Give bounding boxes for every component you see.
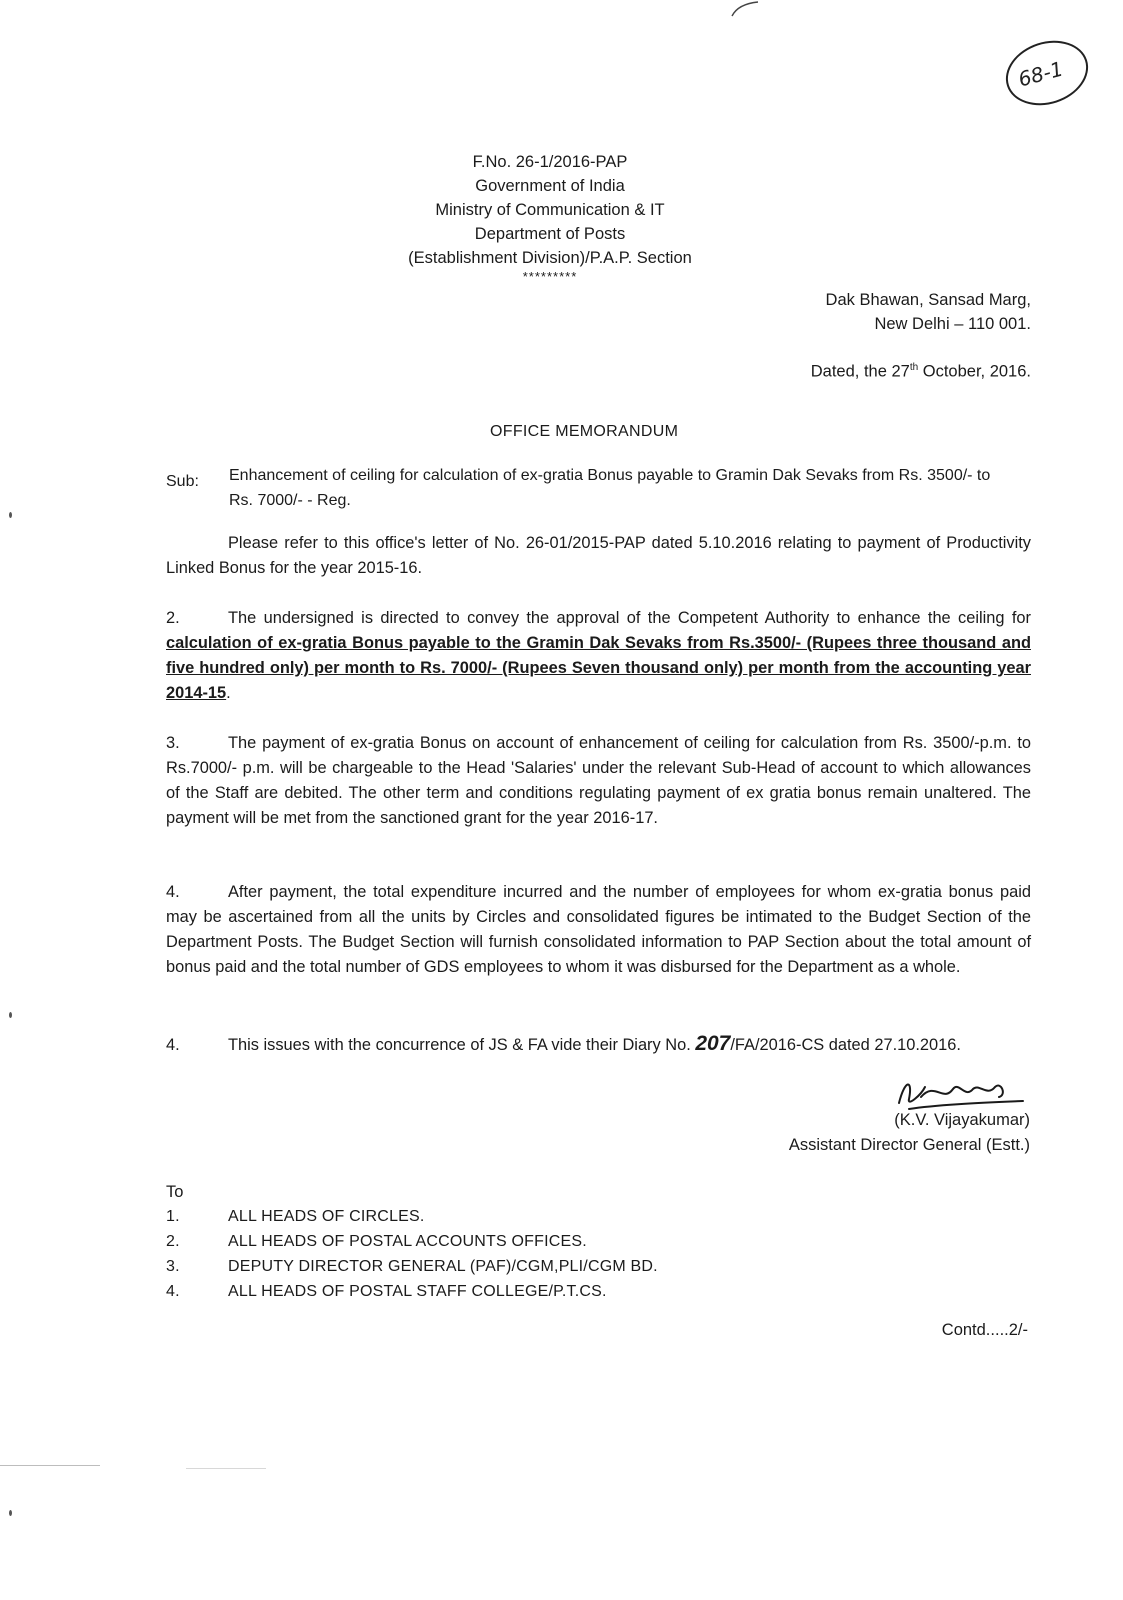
header-separator: ********* xyxy=(522,269,578,284)
letter-header xyxy=(300,150,800,284)
ministry-line: Ministry of Communication & IT xyxy=(435,201,665,219)
paragraph-number: 3. xyxy=(166,734,180,752)
department-line: Department of Posts xyxy=(474,225,626,243)
letter-date: Dated, the 27th October, 2016. xyxy=(810,362,1031,381)
scan-artifact-line xyxy=(186,1468,266,1469)
address-line-2: New Delhi – 110 001. xyxy=(874,315,1031,333)
recipient-item: 3. DEPUTY DIRECTOR GENERAL (PAF)/CGM,PLI/CGM BD. xyxy=(166,1258,658,1275)
paragraph-1: Please refer to this office's letter of No. 26-01/2015-PAP dated 5.10.2016 relating to payment of Productivity Linked Bonus for the year 2015-16. xyxy=(166,534,1031,577)
subject-text: Enhancement of ceiling for calculation of ex-gratia Bonus payable to Gramin Dak Sevaks from Rs. 3500/- to Rs. 7000/- - Reg. xyxy=(229,467,991,509)
signature-scribble xyxy=(895,1073,1025,1113)
file-number: F.No. 26-1/2016-PAP xyxy=(472,153,628,171)
paragraph-number: 4. xyxy=(166,1036,180,1054)
paragraph-number: 4. xyxy=(166,883,180,901)
government-line: Government of India xyxy=(475,177,625,195)
paragraph-5: 4. This issues with the concurrence of JS & FA vide their Diary No. 207/FA/2016-CS dated 27.10.2016. xyxy=(166,1031,1031,1058)
document-title: OFFICE MEMORANDUM xyxy=(490,423,679,440)
pen-stroke-mark xyxy=(730,0,770,20)
continued-marker: Contd.....2/- xyxy=(941,1321,1028,1339)
scan-speck xyxy=(9,1012,12,1018)
subject-label: Sub: xyxy=(166,473,199,490)
paragraph-4: 4. After payment, the total expenditure incurred and the number of employees for whom ex-gratia bonus paid may be ascertained from all the units by Circles and consolidated figures be intimated to the Budget Section of the Department Posts. The Budget Section will furnish consolidated information to PAP Section about the total amount of bonus paid and the total number of GDS employees to whom it was disbursed for the Department as a whole. xyxy=(166,880,1031,980)
scan-speck xyxy=(9,1510,12,1516)
scan-artifact-line xyxy=(0,1465,100,1466)
recipient-item: 2. ALL HEADS OF POSTAL ACCOUNTS OFFICES. xyxy=(166,1233,587,1250)
signatory-designation: Assistant Director General (Estt.) xyxy=(788,1136,1030,1154)
office-address xyxy=(826,288,1031,336)
recipients-label: To xyxy=(166,1183,184,1201)
paragraph-3: 3. The payment of ex-gratia Bonus on account of enhancement of ceiling for calculation from Rs. 3500/-p.m. to Rs.7000/- p.m. will be chargeable to the Head 'Salaries' under the relevant Sub-Head of account to which allowances of the Staff are debited. The other term and conditions regulating payment of ex gratia bonus remain unaltered. The payment will be met from the sanctioned grant for the year 2016-17. xyxy=(166,731,1031,831)
paragraph-number: 2. xyxy=(166,609,180,627)
page-number: 68-1 xyxy=(1015,56,1066,92)
recipient-item: 1. ALL HEADS OF CIRCLES. xyxy=(166,1208,425,1225)
handwritten-diary-number: 207 xyxy=(695,1032,731,1055)
recipient-item: 4. ALL HEADS OF POSTAL STAFF COLLEGE/P.T.CS. xyxy=(166,1283,607,1300)
address-line-1: Dak Bhawan, Sansad Marg, xyxy=(825,291,1031,309)
signatory-name: (K.V. Vijayakumar) xyxy=(894,1111,1030,1129)
underlined-decision-text: calculation of ex-gratia Bonus payable to the Gramin Dak Sevaks from Rs.3500/- (Rupees three thousand and five hundred only) per month to Rs. 7000/- (Rupees Seven thousand only) per month from the accounting year 2014-15 xyxy=(166,634,1031,702)
scan-speck xyxy=(9,512,12,518)
section-line: (Establishment Division)/P.A.P. Section xyxy=(408,249,692,267)
paragraph-2: 2. The undersigned is directed to convey the approval of the Competent Authority to enhance the ceiling for calculation of ex-gratia Bonus payable to the Gramin Dak Sevaks from Rs.3500/- (Rupees three thousand and five hundred only) per month to Rs. 7000/- (Rupees Seven thousand only) per month from the accounting year 2014-15. xyxy=(166,606,1031,706)
